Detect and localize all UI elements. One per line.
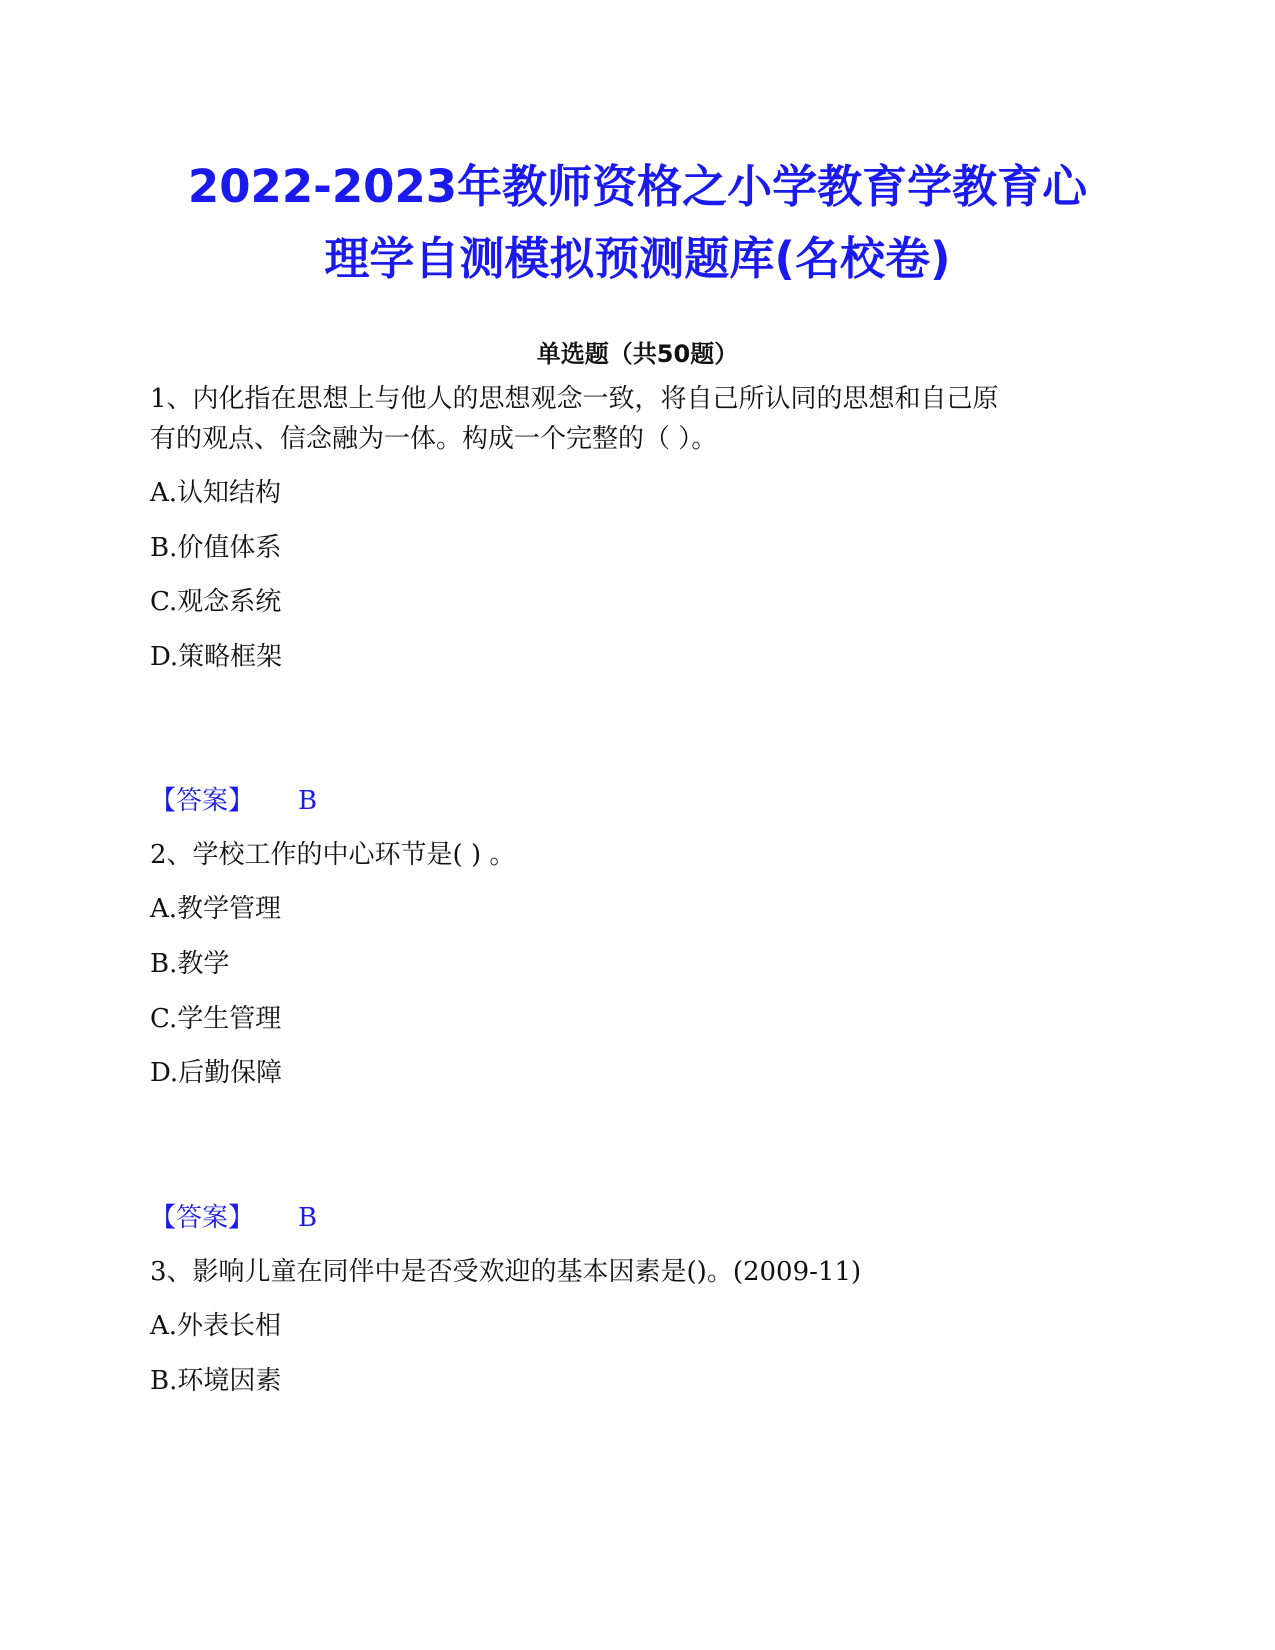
question-3-option-b: B.环境因素: [150, 1366, 282, 1396]
question-2-option-c: C.学生管理: [150, 1004, 282, 1034]
answer-label: 【答案】: [150, 1203, 255, 1233]
document-title-line-2: 理学自测模拟预测题库(名校卷): [324, 232, 951, 285]
answer-value: B: [298, 1203, 318, 1233]
question-3-stem-line-1: 3、影响儿童在同伴中是否受欢迎的基本因素是()。(2009-11): [150, 1257, 862, 1287]
document-title-line-1: 2022-2023年教师资格之小学教育学教育心: [187, 160, 1088, 213]
question-1-stem-line-2: 有的观点、信念融为一体。构成一个完整的（ ）。: [150, 424, 718, 454]
answer-label: 【答案】: [150, 786, 255, 816]
question-2-option-a: A.教学管理: [150, 894, 282, 924]
question-2-answer: [150, 1197, 317, 1234]
question-1-option-a: A.认知结构: [150, 478, 282, 508]
question-1-answer: [150, 780, 317, 817]
question-3-option-a: A.外表长相: [150, 1311, 282, 1341]
question-1-option-d: D.策略框架: [150, 642, 283, 672]
question-1-option-c: C.观念系统: [150, 587, 282, 617]
question-2-option-d: D.后勤保障: [150, 1058, 283, 1088]
question-1-option-b: B.价值体系: [150, 533, 282, 563]
question-1-stem-line-1: 1、内化指在思想上与他人的思想观念一致，将自己所认同的思想和自己原: [150, 384, 999, 414]
section-heading: 单选题（共50题）: [536, 340, 739, 368]
answer-value: B: [298, 786, 318, 816]
question-2-stem-line-1: 2、学校工作的中心环节是( ) 。: [150, 840, 516, 870]
question-2-option-b: B.教学: [150, 949, 230, 979]
